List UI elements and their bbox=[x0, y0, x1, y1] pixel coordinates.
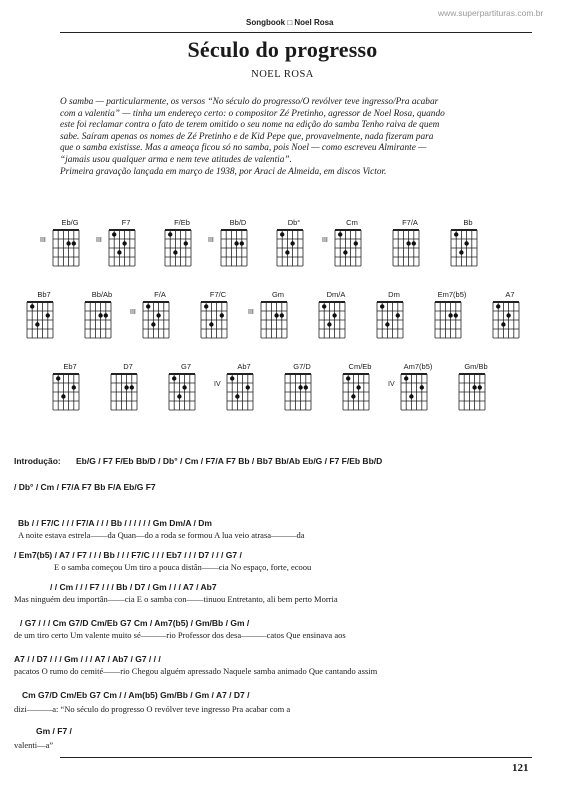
chord-text: / / Cm / / / F7 / / / Bb / D7 / Gm / / / A7 / Ab7 bbox=[50, 582, 217, 592]
chord-name: F7 bbox=[121, 218, 131, 227]
finger-dot bbox=[346, 376, 350, 380]
lyric-text: dizi———a: “No século do progresso O revólver teve ingresso Pra acabar com a bbox=[14, 704, 291, 714]
fretboard bbox=[138, 298, 174, 342]
chord-name: Db° bbox=[287, 218, 301, 227]
finger-dot bbox=[506, 313, 510, 317]
chord-name: D7 bbox=[123, 362, 133, 371]
lyric-line bbox=[14, 740, 554, 754]
lyric-text: Mas ninguém deu importân——cia E o samba con——tinuou Entretanto, ali bem perto Morria bbox=[14, 594, 338, 604]
chord-name: Bb/Ab bbox=[91, 290, 113, 299]
intro-row-2 bbox=[14, 482, 554, 496]
fretboard bbox=[396, 370, 432, 414]
finger-dot bbox=[156, 313, 160, 317]
finger-dot bbox=[354, 241, 358, 245]
chord-name: Eb7 bbox=[63, 362, 77, 371]
finger-dot bbox=[274, 313, 278, 317]
finger-dot bbox=[61, 394, 65, 398]
fret-position: IV bbox=[388, 381, 395, 388]
intro-label: Introdução: bbox=[14, 456, 61, 466]
intro-line: sabe. Saíram apenas os nomes de Zé Pretinho e de Kid Pepe que, provavelmente, nada fizeram para bbox=[60, 131, 434, 142]
lyric-line bbox=[14, 666, 554, 680]
fretboard bbox=[164, 370, 200, 414]
chord-text: Bb / / F7/C / / / F7/A / / / Bb / / / / / / Gm Dm/A / Dm bbox=[18, 518, 212, 528]
chord-name: Eb/G bbox=[61, 218, 79, 227]
chord-name: Cm bbox=[346, 218, 358, 227]
finger-dot bbox=[56, 376, 60, 380]
finger-dot bbox=[380, 304, 384, 308]
fret-position: III bbox=[208, 237, 214, 244]
finger-dot bbox=[124, 385, 128, 389]
finger-dot bbox=[30, 304, 34, 308]
finger-dot bbox=[448, 313, 452, 317]
page-number: 121 bbox=[512, 762, 529, 774]
chord-name: Bb7 bbox=[37, 290, 51, 299]
fret-position: III bbox=[40, 237, 46, 244]
chord-name: F/Eb bbox=[174, 218, 190, 227]
finger-dot bbox=[112, 232, 116, 236]
finger-dot bbox=[343, 250, 347, 254]
lyric-line bbox=[14, 562, 554, 576]
finger-dot bbox=[385, 322, 389, 326]
fretboard bbox=[222, 370, 258, 414]
chord-text: / G7 / / / Cm G7/D Cm/Eb G7 Cm / Am7(b5) / Gm/Bb / Gm / bbox=[20, 618, 250, 628]
intro-line: O samba — particularmente, os versos “No século do progresso/O revólver teve ingresso/Pra acabar bbox=[60, 97, 439, 107]
fretboard bbox=[216, 226, 252, 270]
finger-dot bbox=[454, 313, 458, 317]
fretboard bbox=[80, 298, 116, 342]
finger-dot bbox=[204, 304, 208, 308]
finger-dot bbox=[146, 304, 150, 308]
finger-dot bbox=[130, 385, 134, 389]
chord-name: Dm/A bbox=[326, 290, 346, 299]
fretboard bbox=[388, 226, 424, 270]
finger-dot bbox=[234, 241, 238, 245]
finger-dot bbox=[332, 313, 336, 317]
fretboard bbox=[338, 370, 374, 414]
finger-dot bbox=[35, 322, 39, 326]
chord-name: Am7(b5) bbox=[403, 362, 433, 371]
finger-dot bbox=[406, 241, 410, 245]
finger-dot bbox=[396, 313, 400, 317]
fretboard bbox=[272, 226, 308, 270]
finger-dot bbox=[356, 385, 360, 389]
intro-line: Primeira gravação lançada em março de 1938, por Araci de Almeida, em discos Victor. bbox=[60, 166, 387, 177]
finger-dot bbox=[351, 394, 355, 398]
author: NOEL ROSA bbox=[251, 69, 314, 80]
finger-dot bbox=[168, 232, 172, 236]
fretboard bbox=[454, 370, 490, 414]
chord-line bbox=[14, 726, 554, 740]
fretboard bbox=[430, 298, 466, 342]
chord-text: Gm / F7 / bbox=[36, 726, 72, 736]
chord-name: Gm/Bb bbox=[464, 362, 488, 371]
finger-dot bbox=[172, 376, 176, 380]
finger-dot bbox=[98, 313, 102, 317]
chord-name: A7 bbox=[505, 290, 515, 299]
intro-line: “jamais usou qualquer arma e nem teve atitudes de valentia”. bbox=[60, 154, 292, 165]
chord-name: Bb bbox=[463, 218, 473, 227]
intro-line: este foi reclamar contra o fato de terem omitido o seu nome na edição do samba Tenho raiva de quem bbox=[60, 120, 440, 131]
finger-dot bbox=[151, 322, 155, 326]
finger-dot bbox=[412, 241, 416, 245]
finger-dot bbox=[290, 241, 294, 245]
chord-name: Em7(b5) bbox=[437, 290, 467, 299]
finger-dot bbox=[184, 241, 188, 245]
finger-dot bbox=[501, 322, 505, 326]
page-title: Século do progresso bbox=[187, 37, 378, 62]
intro-row bbox=[14, 456, 554, 470]
finger-dot bbox=[72, 385, 76, 389]
fretboard bbox=[280, 370, 316, 414]
chord-name: F7/C bbox=[209, 290, 227, 299]
intro-chords: / Db° / Cm / F7/A F7 Bb F/A Eb/G F7 bbox=[14, 482, 156, 492]
fretboard bbox=[446, 226, 482, 270]
finger-dot bbox=[66, 241, 70, 245]
finger-dot bbox=[246, 385, 250, 389]
chord-name: F/A bbox=[154, 290, 166, 299]
fret-position: III bbox=[130, 309, 136, 316]
fretboard bbox=[48, 370, 84, 414]
fretboard bbox=[314, 298, 350, 342]
chord-name: Ab7 bbox=[237, 362, 251, 371]
fret-position: IV bbox=[214, 381, 221, 388]
finger-dot bbox=[338, 232, 342, 236]
finger-dot bbox=[327, 322, 331, 326]
finger-dot bbox=[235, 394, 239, 398]
chord-text: A7 / / D7 / / / Gm / / / A7 / Ab7 / G7 / / / bbox=[14, 654, 161, 664]
intro-line: que o samba existisse. Mas a ameaça ficou só no samba, pois Noel — como escreveu Almirante — bbox=[60, 143, 427, 154]
lyric-line bbox=[14, 704, 554, 718]
finger-dot bbox=[117, 250, 121, 254]
finger-dot bbox=[230, 376, 234, 380]
chord-line bbox=[14, 690, 554, 704]
chord-text: / Em7(b5) / A7 / F7 / / / Bb / / / F7/C / / / Eb7 / / / D7 / / / G7 / bbox=[14, 550, 242, 560]
finger-dot bbox=[472, 385, 476, 389]
fretboard bbox=[330, 226, 366, 270]
lyric-text: valenti—a” bbox=[14, 740, 54, 750]
finger-dot bbox=[478, 385, 482, 389]
finger-dot bbox=[496, 304, 500, 308]
fretboard bbox=[22, 298, 58, 342]
finger-dot bbox=[322, 304, 326, 308]
intro-line: com a valentia” — tinha um endereço certo: o compositor Zé Pretinho, agressor de Noel Rosa, quando bbox=[60, 108, 445, 119]
running-title: Songbook □ Noel Rosa bbox=[246, 18, 334, 27]
chord-name: Cm/Eb bbox=[348, 362, 372, 371]
finger-dot bbox=[46, 313, 50, 317]
fret-position: III bbox=[96, 237, 102, 244]
chord-name: F7/A bbox=[402, 218, 418, 227]
intro-chords: Eb/G / F7 F/Eb Bb/D / Db° / Cm / F7/A F7 Bb / Bb7 Bb/Ab Eb/G / F7 F/Eb Bb/D bbox=[76, 456, 383, 466]
finger-dot bbox=[420, 385, 424, 389]
fretboard bbox=[256, 298, 292, 342]
finger-dot bbox=[240, 241, 244, 245]
finger-dot bbox=[409, 394, 413, 398]
finger-dot bbox=[280, 313, 284, 317]
lyric-text: A noite estava estrela——da Quan—do a roda se formou A lua veio atrasa———da bbox=[18, 530, 305, 540]
fretboard bbox=[488, 298, 524, 342]
finger-dot bbox=[173, 250, 177, 254]
finger-dot bbox=[104, 313, 108, 317]
finger-dot bbox=[404, 376, 408, 380]
fret-position: III bbox=[322, 237, 328, 244]
chord-name: G7 bbox=[180, 362, 191, 371]
finger-dot bbox=[220, 313, 224, 317]
finger-dot bbox=[285, 250, 289, 254]
finger-dot bbox=[122, 241, 126, 245]
fretboard bbox=[48, 226, 84, 270]
finger-dot bbox=[464, 241, 468, 245]
finger-dot bbox=[177, 394, 181, 398]
finger-dot bbox=[182, 385, 186, 389]
chord-name: G7/D bbox=[293, 362, 311, 371]
fretboard bbox=[372, 298, 408, 342]
lyric-line bbox=[14, 530, 554, 544]
finger-dot bbox=[209, 322, 213, 326]
fretboard bbox=[160, 226, 196, 270]
watermark: www.superpartituras.com.br bbox=[438, 8, 544, 18]
fretboard bbox=[104, 226, 140, 270]
finger-dot bbox=[459, 250, 463, 254]
footer-rule bbox=[60, 757, 532, 758]
chord-name: Gm bbox=[271, 290, 285, 299]
fretboard bbox=[196, 298, 232, 342]
song-sheet bbox=[14, 446, 554, 776]
finger-dot bbox=[304, 385, 308, 389]
fretboard bbox=[106, 370, 142, 414]
chord-text: Cm G7/D Cm/Eb G7 Cm / / Am(b5) Gm/Bb / Gm / A7 / D7 / bbox=[22, 690, 250, 700]
fret-position: III bbox=[248, 309, 254, 316]
finger-dot bbox=[72, 241, 76, 245]
chord-name: Bb/D bbox=[229, 218, 247, 227]
finger-dot bbox=[454, 232, 458, 236]
lyric-line bbox=[14, 594, 554, 608]
finger-dot bbox=[280, 232, 284, 236]
chord-name: Dm bbox=[388, 290, 400, 299]
lyric-text: de um tiro certo Um valente muito sé———rio Professor dos desa———catos Que ensinava aos bbox=[14, 630, 346, 640]
lyric-text: E o samba começou Um tiro a pouca distân——cia No espaço, forte, ecoou bbox=[54, 562, 312, 572]
lyric-text: pacatos O rumo do cemité——rio Chegou alguém apressado Naquele samba animado Que cantando assim bbox=[14, 666, 378, 676]
finger-dot bbox=[298, 385, 302, 389]
lyric-line bbox=[14, 630, 554, 644]
